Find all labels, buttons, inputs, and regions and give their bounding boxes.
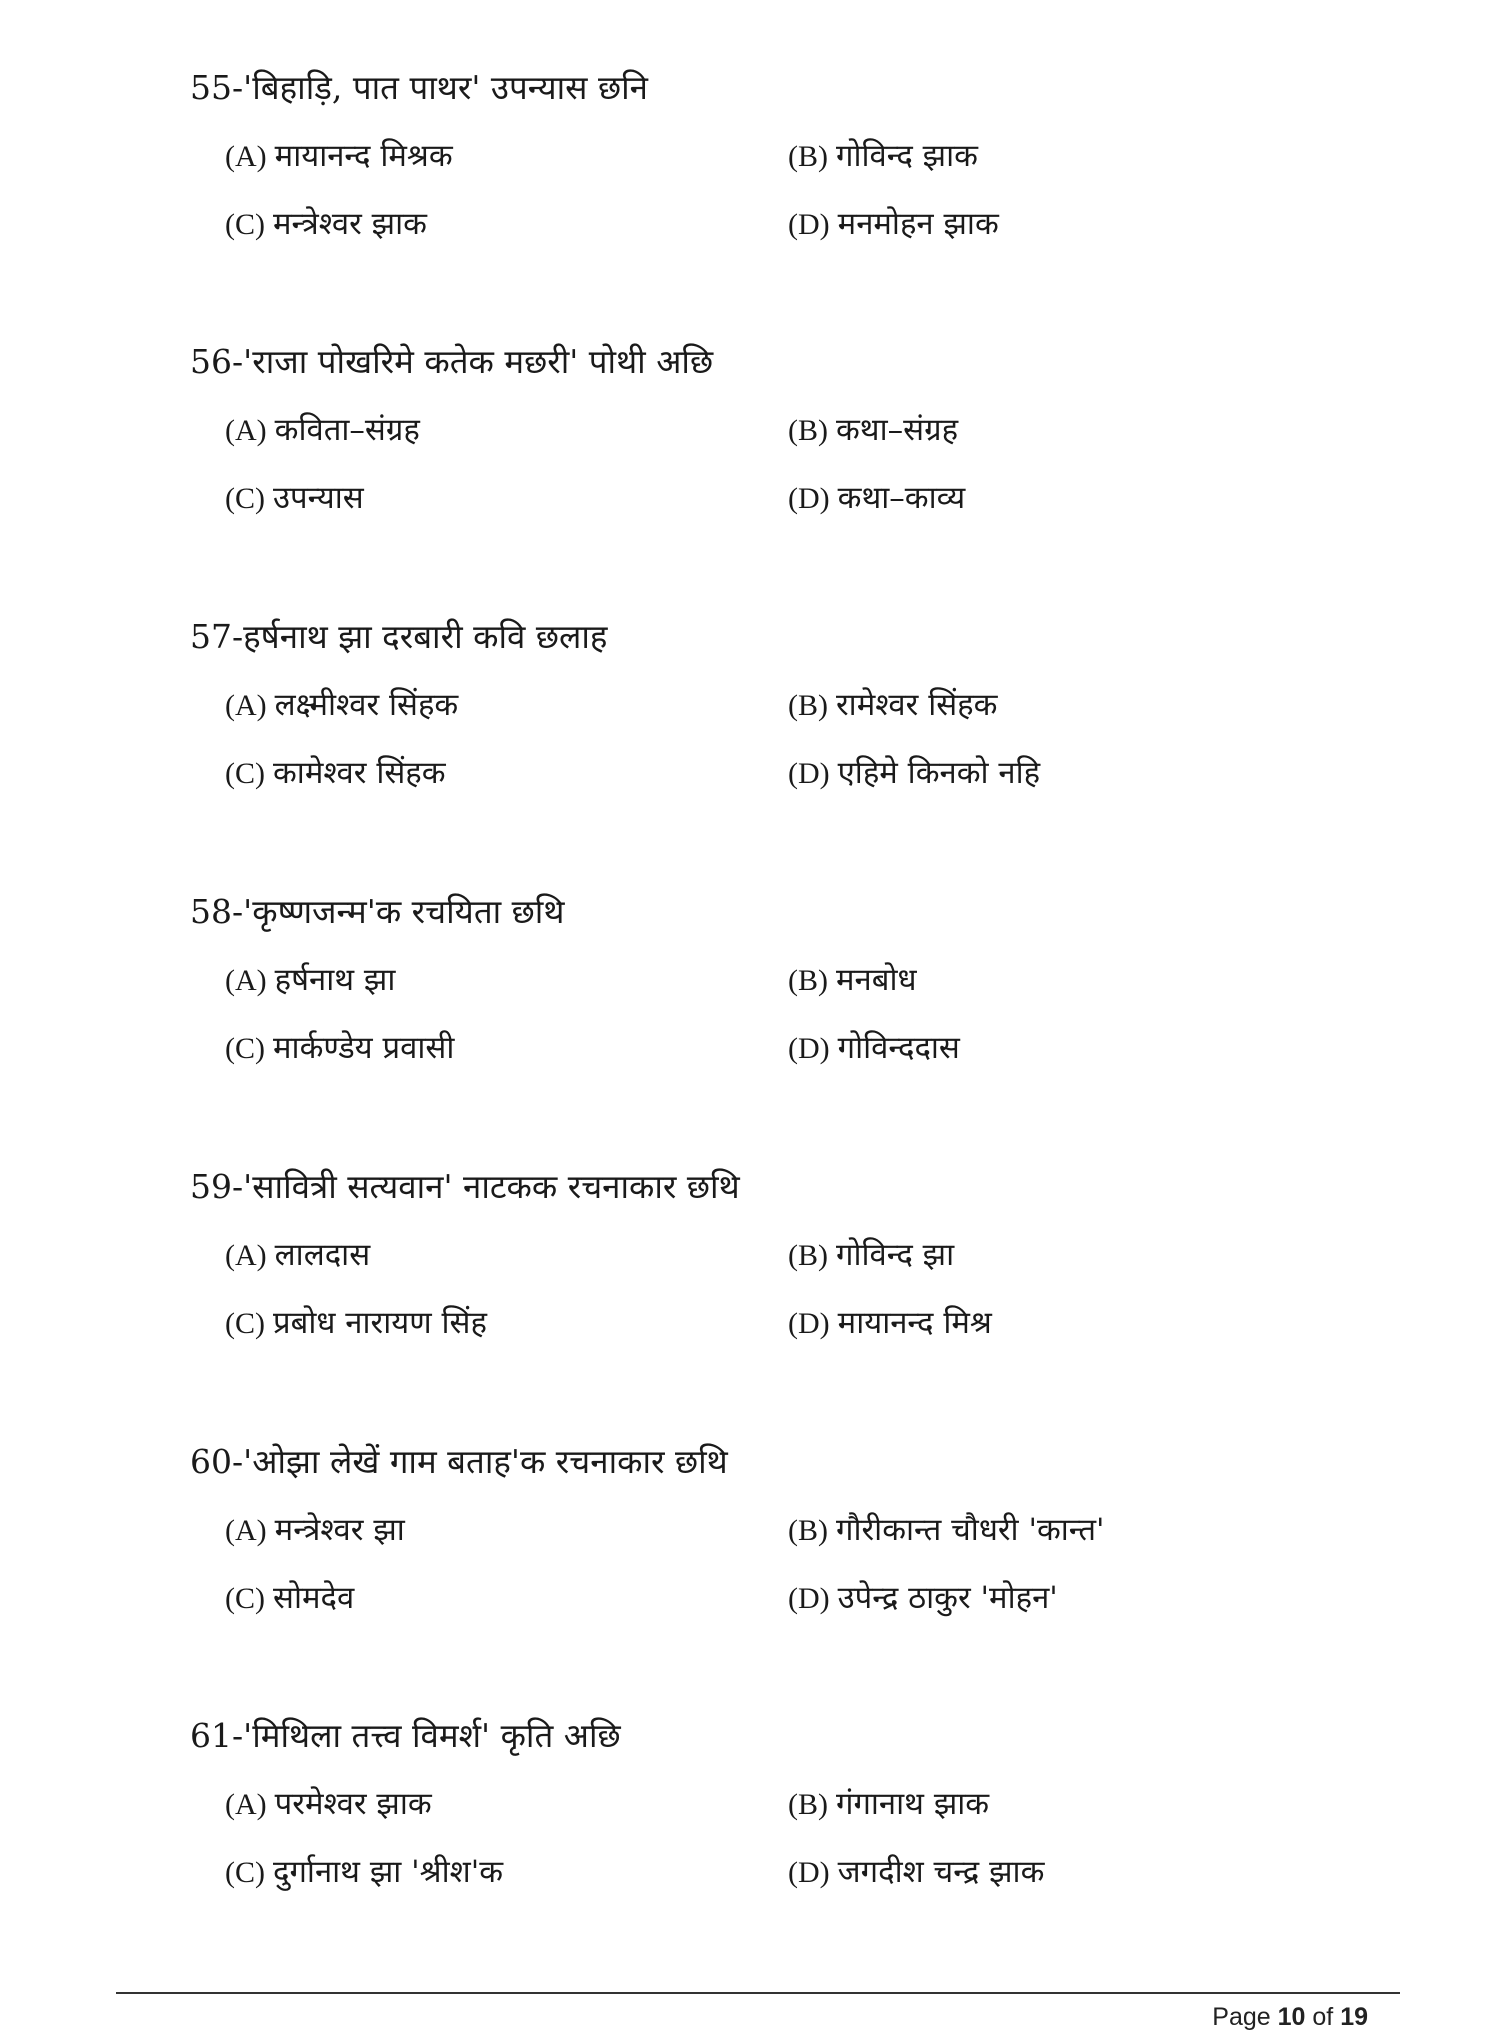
option-d: (D) गोविन्ददास xyxy=(788,1030,960,1066)
question-text: 60-'ओझा लेखें गाम बताह'क रचनाकार छथि xyxy=(190,1442,728,1481)
options-row xyxy=(190,1578,1390,1618)
question-61 xyxy=(190,1716,1390,1892)
option-c: (C) दुर्गानाथ झा 'श्रीश'क xyxy=(225,1854,504,1890)
question-text: 59-'सावित्री सत्यवान' नाटकक रचनाकार छथि xyxy=(190,1167,740,1206)
options-row xyxy=(190,136,1390,176)
option-b: (B) रामेश्वर सिंहक xyxy=(788,687,998,723)
option-b: (B) कथा–संग्रह xyxy=(788,412,959,448)
question-59 xyxy=(190,1167,1390,1343)
options-row xyxy=(190,410,1390,450)
option-a: (A) लक्ष्मीश्वर सिंहक xyxy=(225,687,459,723)
option-d: (D) उपेन्द्र ठाकुर 'मोहन' xyxy=(788,1580,1058,1616)
question-text: 57-हर्षनाथ झा दरबारी कवि छलाह xyxy=(190,617,608,656)
option-c: (C) मन्त्रेश्वर झाक xyxy=(225,206,427,242)
options-row xyxy=(190,753,1390,793)
question-text: 55-'बिहाड़ि, पात पाथर' उपन्यास छनि xyxy=(190,68,648,107)
question-58 xyxy=(190,892,1390,1068)
option-c: (C) प्रबोध नारायण सिंह xyxy=(225,1305,487,1341)
question-text: 58-'कृष्णजन्म'क रचयिता छथि xyxy=(190,892,565,931)
option-c: (C) उपन्यास xyxy=(225,480,364,516)
options-row xyxy=(190,204,1390,244)
option-a: (A) लालदास xyxy=(225,1237,371,1273)
options-row xyxy=(190,1235,1390,1275)
question-text: 61-'मिथिला तत्त्व विमर्श' कृति अछि xyxy=(190,1716,621,1755)
question-60 xyxy=(190,1442,1390,1618)
option-a: (A) मायानन्द मिश्रक xyxy=(225,138,453,174)
option-c: (C) मार्कण्डेय प्रवासी xyxy=(225,1030,455,1066)
options-row xyxy=(190,1510,1390,1550)
question-56 xyxy=(190,342,1390,518)
option-b: (B) मनबोध xyxy=(788,962,917,998)
option-c: (C) कामेश्वर सिंहक xyxy=(225,755,446,791)
option-a: (A) हर्षनाथ झा xyxy=(225,962,396,998)
option-b: (B) गोविन्द झा xyxy=(788,1237,955,1273)
option-d: (D) जगदीश चन्द्र झाक xyxy=(788,1854,1045,1890)
option-a: (A) कविता–संग्रह xyxy=(225,412,420,448)
option-d: (D) मनमोहन झाक xyxy=(788,206,999,242)
option-b: (B) गोविन्द झाक xyxy=(788,138,978,174)
options-row xyxy=(190,1028,1390,1068)
question-57 xyxy=(190,617,1390,793)
options-row xyxy=(190,1852,1390,1892)
option-d: (D) एहिमे किनको नहि xyxy=(788,755,1041,791)
footer-divider xyxy=(116,1992,1400,1994)
option-a: (A) मन्त्रेश्वर झा xyxy=(225,1512,405,1548)
options-row xyxy=(190,1784,1390,1824)
option-d: (D) कथा–काव्य xyxy=(788,480,966,516)
option-d: (D) मायानन्द मिश्र xyxy=(788,1305,992,1341)
options-row xyxy=(190,478,1390,518)
options-row xyxy=(190,685,1390,725)
options-row xyxy=(190,960,1390,1000)
option-b: (B) गंगानाथ झाक xyxy=(788,1786,990,1822)
option-b: (B) गौरीकान्त चौधरी 'कान्त' xyxy=(788,1512,1105,1548)
options-row xyxy=(190,1303,1390,1343)
question-text: 56-'राजा पोखरिमे कतेक मछरी' पोथी अछि xyxy=(190,342,714,381)
option-c: (C) सोमदेव xyxy=(225,1580,355,1616)
question-55 xyxy=(190,68,1390,244)
option-a: (A) परमेश्वर झाक xyxy=(225,1786,432,1822)
page-number: Page 10 of 19 xyxy=(1212,2003,1368,2031)
